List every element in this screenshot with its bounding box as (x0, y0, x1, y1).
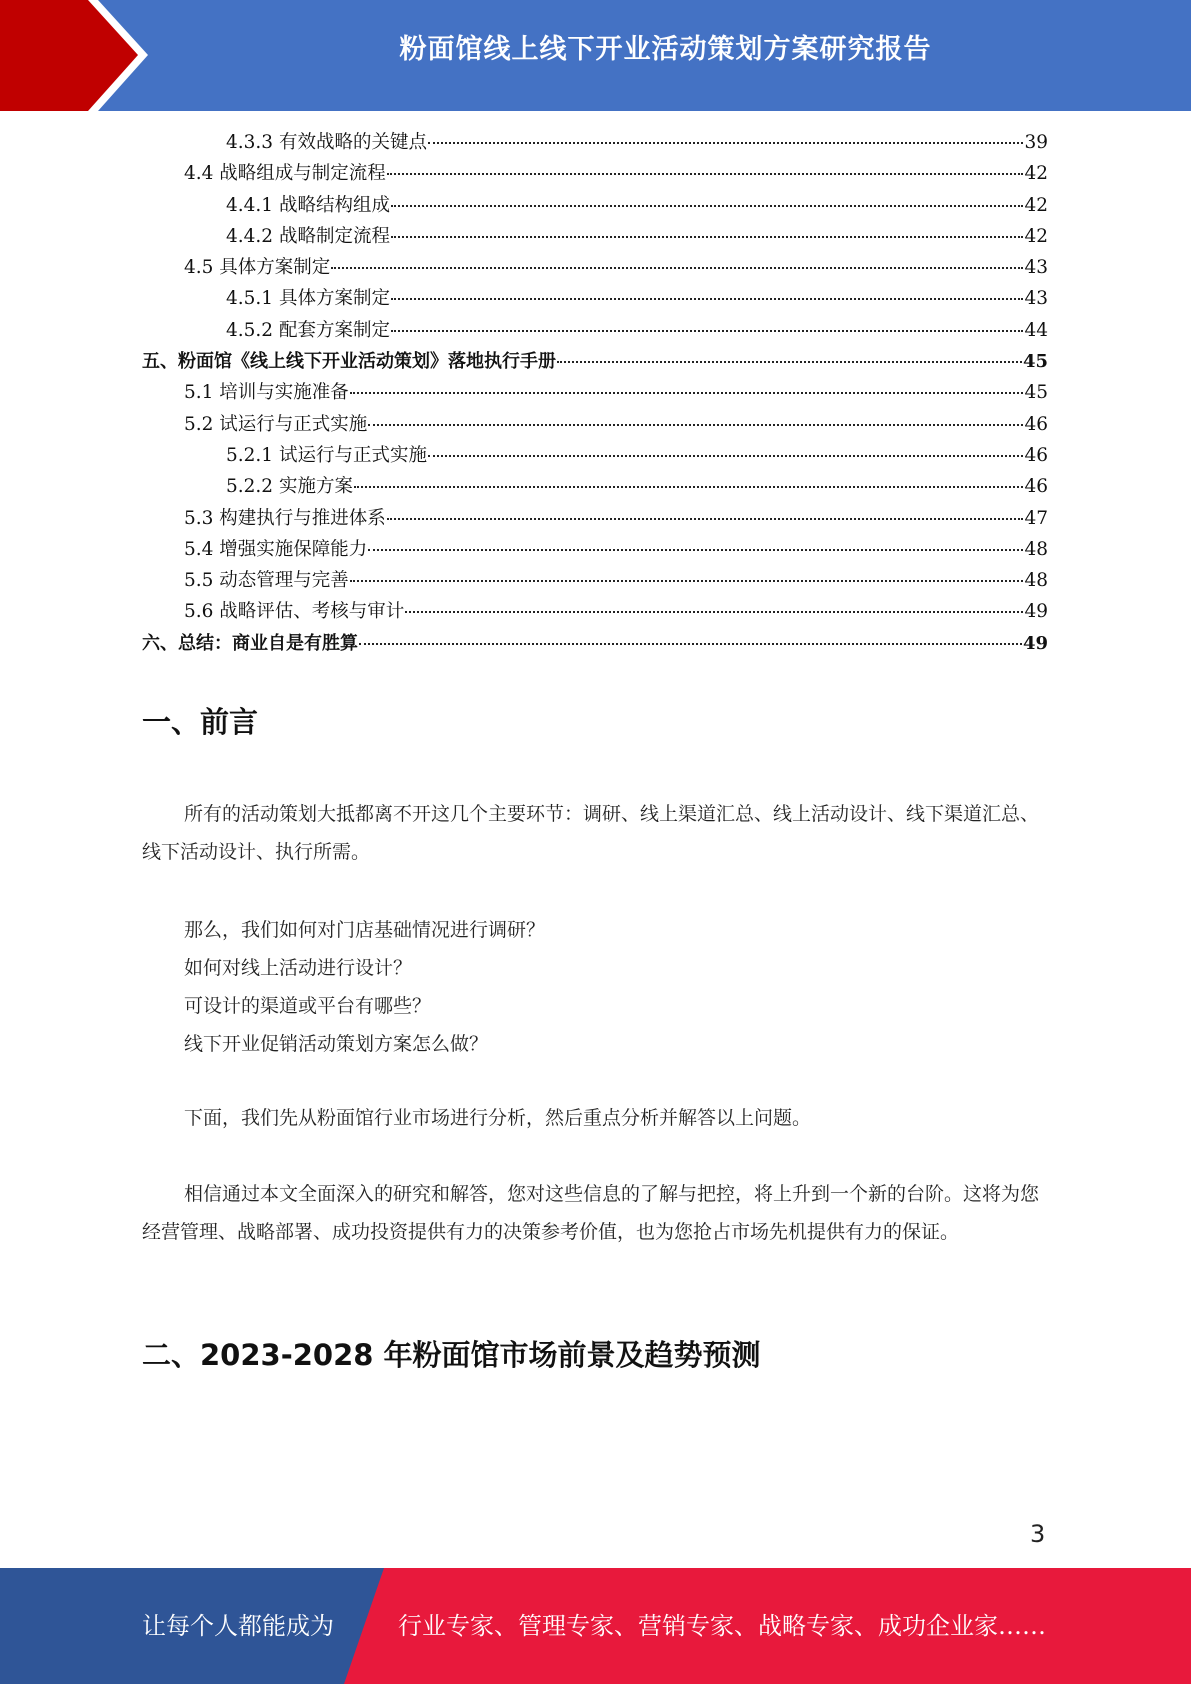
toc-entry-label: 5.3 构建执行与推进体系 (184, 507, 386, 529)
toc-entry-label: 4.4.1 战略结构组成 (226, 194, 390, 216)
toc-entry[interactable] (142, 284, 1048, 315)
question-line-2: 如何对线上活动进行设计？ (184, 957, 413, 979)
toc-entry-label: 5.4 增强实施保障能力 (184, 538, 368, 560)
section-heading-market-outlook: 二、2023-2028 年粉面馆市场前景及趋势预测 (142, 1338, 761, 1372)
toc-leader-dots (557, 361, 1022, 363)
toc-leader-dots (387, 173, 1024, 175)
toc-leader-dots (387, 518, 1024, 520)
toc-entry[interactable] (142, 504, 1048, 535)
header-banner (0, 0, 1191, 111)
toc-entry-label: 六、总结：商业自是有胜算 (142, 632, 358, 654)
toc-entry-page: 45 (1022, 351, 1048, 373)
toc-leader-dots (428, 455, 1023, 457)
toc-entry-page: 47 (1024, 507, 1048, 529)
toc-entry-label: 4.5.1 具体方案制定 (226, 288, 390, 310)
toc-entry[interactable] (142, 253, 1048, 284)
page-number: 3 (1030, 1520, 1046, 1548)
toc-leader-dots (391, 330, 1023, 332)
toc-entry-page: 48 (1024, 570, 1048, 592)
toc-leader-dots (405, 611, 1023, 613)
toc-entry[interactable] (142, 535, 1048, 566)
footer-slogan-right: 行业专家、管理专家、营销专家、战略专家、成功企业家…… (398, 1612, 1046, 1640)
toc-entry-label: 5.1 培训与实施准备 (184, 382, 349, 404)
toc-entry-label: 4.4.2 战略制定流程 (226, 225, 390, 247)
footer-slogan-left: 让每个人都能成为 (142, 1612, 334, 1640)
toc-entry-page: 49 (1024, 601, 1048, 623)
toc-entry-page: 42 (1024, 225, 1048, 247)
question-line-4: 线下开业促销活动策划方案怎么做？ (184, 1033, 489, 1055)
toc-entry-label: 5.6 战略评估、考核与审计 (184, 601, 405, 623)
toc-entry[interactable] (142, 597, 1048, 628)
toc-entry[interactable] (142, 222, 1048, 253)
toc-leader-dots (350, 392, 1024, 394)
toc-entry-page: 44 (1024, 319, 1048, 341)
toc-entry[interactable] (142, 378, 1048, 409)
toc-leader-dots (331, 267, 1023, 269)
toc-entry-page: 46 (1024, 444, 1048, 466)
toc-entry-label: 5.2 试运行与正式实施 (184, 413, 368, 435)
toc-entry[interactable] (142, 629, 1048, 660)
preface-paragraph-3: 相信通过本文全面深入的研究和解答，您对这些信息的了解与把控，将上升到一个新的台阶。这将为您经营管理、战略部署、成功投资提供有力的决策参考价值，也为您抢占市场先机提供有力的保证。 (142, 1183, 1040, 1243)
toc-leader-dots (368, 424, 1023, 426)
table-of-contents (142, 128, 1048, 660)
toc-leader-dots (354, 486, 1024, 488)
toc-entry-page: 45 (1024, 382, 1048, 404)
toc-leader-dots (391, 236, 1023, 238)
toc-entry-page: 43 (1024, 288, 1048, 310)
footer-banner (0, 1568, 1191, 1684)
toc-entry[interactable] (142, 159, 1048, 190)
toc-entry[interactable] (142, 566, 1048, 597)
toc-entry[interactable] (142, 472, 1048, 503)
toc-entry-page: 43 (1024, 257, 1048, 279)
toc-entry-page: 46 (1024, 413, 1048, 435)
toc-entry[interactable] (142, 191, 1048, 222)
toc-leader-dots (391, 298, 1023, 300)
toc-leader-dots (350, 580, 1024, 582)
toc-entry[interactable] (142, 316, 1048, 347)
toc-leader-dots (359, 643, 1022, 645)
section-heading-preface: 一、前言 (142, 705, 259, 739)
toc-entry[interactable] (142, 441, 1048, 472)
toc-entry-page: 42 (1024, 194, 1048, 216)
toc-entry-page: 42 (1024, 163, 1048, 185)
toc-entry-label: 5.2.1 试运行与正式实施 (226, 444, 427, 466)
toc-leader-dots (428, 142, 1023, 144)
toc-entry[interactable] (142, 347, 1048, 378)
question-line-3: 可设计的渠道或平台有哪些？ (184, 995, 432, 1017)
toc-entry-label: 五、粉面馆《线上线下开业活动策划》落地执行手册 (142, 351, 556, 373)
preface-paragraph-2: 下面，我们先从粉面馆行业市场进行分析，然后重点分析并解答以上问题。 (184, 1107, 812, 1129)
toc-entry-page: 48 (1024, 538, 1048, 560)
question-line-1: 那么，我们如何对门店基础情况进行调研？ (184, 919, 546, 941)
toc-entry-page: 46 (1024, 476, 1048, 498)
toc-entry-label: 4.5.2 配套方案制定 (226, 319, 390, 341)
toc-entry[interactable] (142, 410, 1048, 441)
toc-entry-page: 39 (1024, 132, 1048, 153)
preface-paragraph-1: 所有的活动策划大抵都离不开这几个主要环节：调研、线上渠道汇总、线上活动设计、线下渠道汇总、线下活动设计、执行所需。 (142, 803, 1040, 863)
toc-leader-dots (391, 205, 1023, 207)
toc-entry-label: 4.3.3 有效战略的关键点 (226, 132, 427, 153)
toc-entry-label: 4.5 具体方案制定 (184, 257, 331, 279)
document-title: 粉面馆线上线下开业活动策划方案研究报告 (399, 34, 932, 65)
toc-entry-label: 5.5 动态管理与完善 (184, 570, 349, 592)
toc-entry[interactable] (142, 128, 1048, 159)
toc-leader-dots (368, 549, 1023, 551)
toc-entry-label: 4.4 战略组成与制定流程 (184, 163, 386, 185)
toc-entry-page: 49 (1022, 632, 1048, 654)
toc-entry-label: 5.2.2 实施方案 (226, 476, 353, 498)
